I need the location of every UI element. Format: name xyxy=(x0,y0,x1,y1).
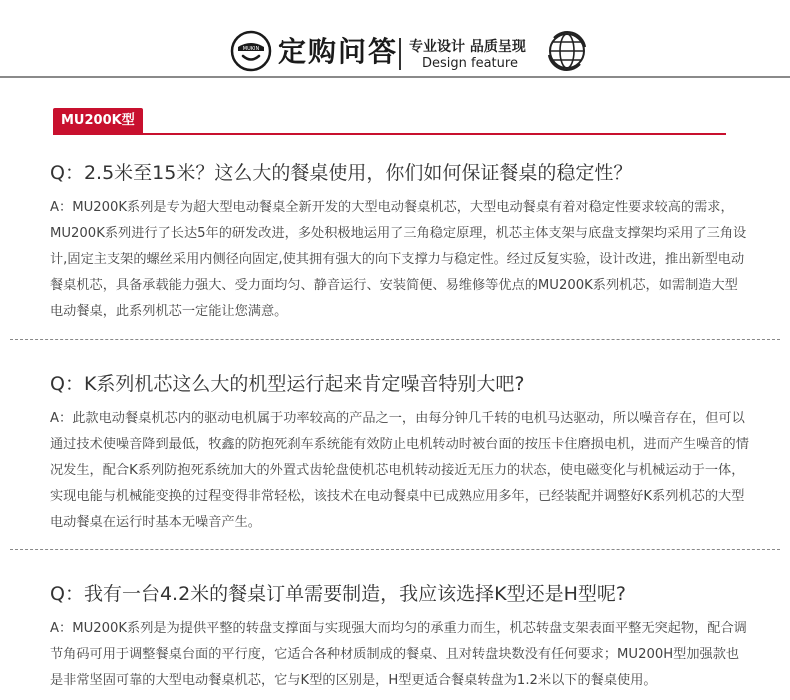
svg-text:MUKIN: MUKIN xyxy=(242,46,260,52)
section-badge: MU200K型 xyxy=(53,108,143,134)
faq-answer: A：MU200K系列是为提供平整的转盘支撑面与实现强大而均匀的承重力而生，机芯转盘支架表面平整无突起物，配合调节角码可用于调整餐桌台面的平行度，它适合各种材质制成的餐桌、且对转盘块数没有任何要求；MU200H型加强款也是非常坚固可靠的大型电动餐桌机芯，它与K型的区别是，H型更适合餐桌转盘为1.2米以下的餐桌使用。 xyxy=(50,621,747,688)
faq-question: Q：2.5米至15米？这么大的餐桌使用，你们如何保证餐桌的稳定性？ xyxy=(50,162,633,184)
page-title: 定购问答 xyxy=(278,35,399,68)
faq-item xyxy=(50,371,750,536)
section-rule xyxy=(53,133,726,135)
faq-question: Q：K系列机芯这么大的机型运行起来肯定噪音特别大吧? xyxy=(50,373,525,395)
header-tagline-en: Design feature xyxy=(422,56,518,71)
page-header xyxy=(0,0,790,78)
faq-question: Q：我有一台4.2米的餐桌订单需要制造，我应该选择K型还是H型呢? xyxy=(50,583,627,605)
globe-icon xyxy=(546,30,588,72)
header-separator xyxy=(399,38,401,70)
faq-answer: A：MU200K系列是专为超大型电动餐桌全新开发的大型电动餐桌机芯，大型电动餐桌有着对稳定性要求较高的需求，MU200K系列进行了长达5年的研发改进，多处积极地运用了三角稳定原理，机芯主体支架与底盘支撑架均采用了三角设计,固定主支架的螺丝采用内侧径向固定,使其拥有强大的向下支撑力与稳定性。经过反复实验，设计改进，推出新型电动餐桌机芯，具备承载能力强大、受力面均匀、静音运行、安装简便、易维修等优点的MU200K系列机芯，如需制造大型电动餐桌，此系列机芯一定能让您满意。 xyxy=(50,200,747,319)
faq-divider xyxy=(10,549,780,550)
faq-answer: A：此款电动餐桌机芯内的驱动电机属于功率较高的产品之一，由每分钟几千转的电机马达驱动，所以噪音存在，但可以通过技术使噪音降到最低，牧鑫的防抱死刹车系统能有效防止电机转动时被台面的按压卡住磨损电机，进而产生噪音的情况发生，配合K系列防抱死系统加大的外置式齿轮盘使机芯电机转动接近无压力的状态，使电磁变化与机械运动于一体，实现电能与机械能变换的过程变得非常轻松，该技术在电动餐桌中已成熟应用多年，已经装配并调整好K系列机芯的大型电动餐桌在运行时基本无噪音产生。 xyxy=(50,411,749,530)
mukin-logo-icon xyxy=(230,30,272,72)
faq-item xyxy=(50,581,750,694)
header-tagline: 专业设计 品质呈现 xyxy=(409,39,526,55)
header-rule xyxy=(0,76,790,78)
faq-item xyxy=(50,160,750,325)
faq-divider xyxy=(10,339,780,340)
